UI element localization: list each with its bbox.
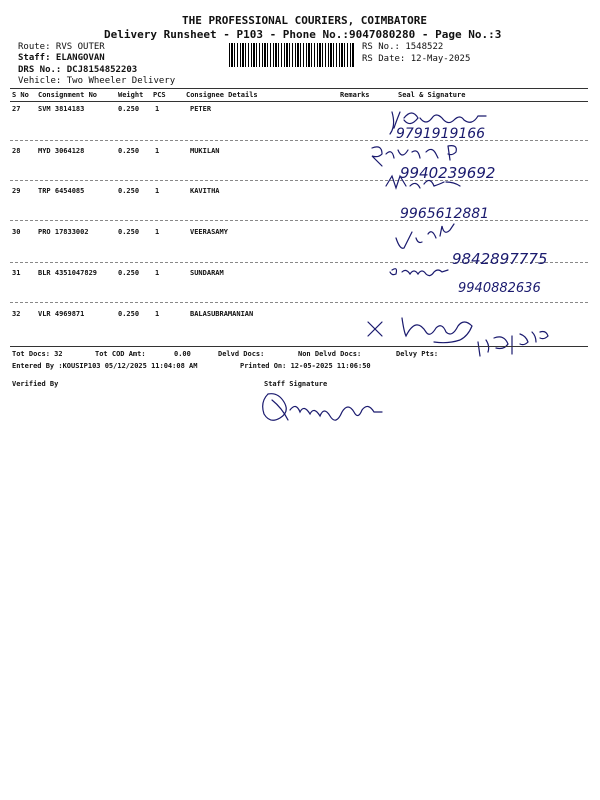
row-consignment: SVM 3814183 <box>38 105 85 113</box>
col-signature: Seal & Signature <box>398 91 466 99</box>
col-pcs: PCS <box>153 91 166 99</box>
row-pcs: 1 <box>155 187 160 195</box>
entered-by: Entered By :KOUSIP103 05/12/2025 11:04:08 AM <box>12 362 198 370</box>
col-sno: S No <box>12 91 29 99</box>
row-consignment: PRO 17833002 <box>38 228 89 236</box>
delivered-docs: Delvd Docs: <box>218 350 265 358</box>
row-consignment: BLR 4351047829 <box>38 269 98 277</box>
sig-row28-phone: 9940239692 <box>400 164 496 182</box>
sig-row29-phone: 9965612881 <box>400 206 490 222</box>
col-weight: Weight <box>118 91 144 99</box>
total-cod-value: 0.00 <box>174 350 191 358</box>
row-weight: 0.250 <box>118 147 140 155</box>
staff: Staff: ELANGOVAN <box>18 53 105 63</box>
row-sno: 32 <box>12 310 21 318</box>
row-name: MUKILAN <box>190 147 220 155</box>
row-pcs: 1 <box>155 310 160 318</box>
row-consignment: MYD 3064128 <box>38 147 85 155</box>
row-weight: 0.250 <box>118 187 140 195</box>
delivery-points: Delvy Pts: <box>396 350 439 358</box>
rs-date: RS Date: 12-May-2025 <box>362 54 471 64</box>
row-pcs: 1 <box>155 105 160 113</box>
col-consignment: Consignment No <box>38 91 98 99</box>
vehicle: Vehicle: Two Wheeler Delivery <box>18 76 176 86</box>
row-sno: 30 <box>12 228 21 236</box>
rs-number: RS No.: 1548522 <box>362 42 444 52</box>
row-sno: 27 <box>12 105 21 113</box>
row-consignment: TRP 6454085 <box>38 187 85 195</box>
sig-row30-phone: 9842897775 <box>452 250 548 268</box>
non-delivered-docs: Non Delvd Docs: <box>298 350 362 358</box>
row-weight: 0.250 <box>118 269 140 277</box>
row-sno: 29 <box>12 187 21 195</box>
row-name: PETER <box>190 105 212 113</box>
sig-row31-phone: 9940882636 <box>458 281 541 296</box>
row-sno: 31 <box>12 269 21 277</box>
row-weight: 0.250 <box>118 105 140 113</box>
staff-signature-label: Staff Signature <box>264 380 328 388</box>
row-weight: 0.250 <box>118 310 140 318</box>
drs-number: DRS No.: DCJ8154852203 <box>18 65 138 75</box>
printed-on: Printed On: 12-05-2025 11:06:50 <box>240 362 371 370</box>
row-name: SUNDARAM <box>190 269 224 277</box>
runsheet-title: Delivery Runsheet - P103 - Phone No.:9047080280 - Page No.:3 <box>104 28 502 41</box>
route: Route: RVS OUTER <box>18 42 105 52</box>
row-pcs: 1 <box>155 269 160 277</box>
row-name: KAVITHA <box>190 187 220 195</box>
total-cod-label: Tot COD Amt: <box>95 350 146 358</box>
col-consignee: Consignee Details <box>186 91 258 99</box>
row-name: VEERASAMY <box>190 228 228 236</box>
row-consignment: VLR 4969871 <box>38 310 85 318</box>
sig-row27-phone: 9791919166 <box>396 126 486 142</box>
row-sno: 28 <box>12 147 21 155</box>
row-pcs: 1 <box>155 147 160 155</box>
row-weight: 0.250 <box>118 228 140 236</box>
verified-by: Verified By <box>12 380 59 388</box>
row-pcs: 1 <box>155 228 160 236</box>
col-remarks: Remarks <box>340 91 370 99</box>
total-docs: Tot Docs: 32 <box>12 350 63 358</box>
company-title: THE PROFESSIONAL COURIERS, COIMBATORE <box>182 14 428 27</box>
row-name: BALASUBRAMANIAN <box>190 310 254 318</box>
